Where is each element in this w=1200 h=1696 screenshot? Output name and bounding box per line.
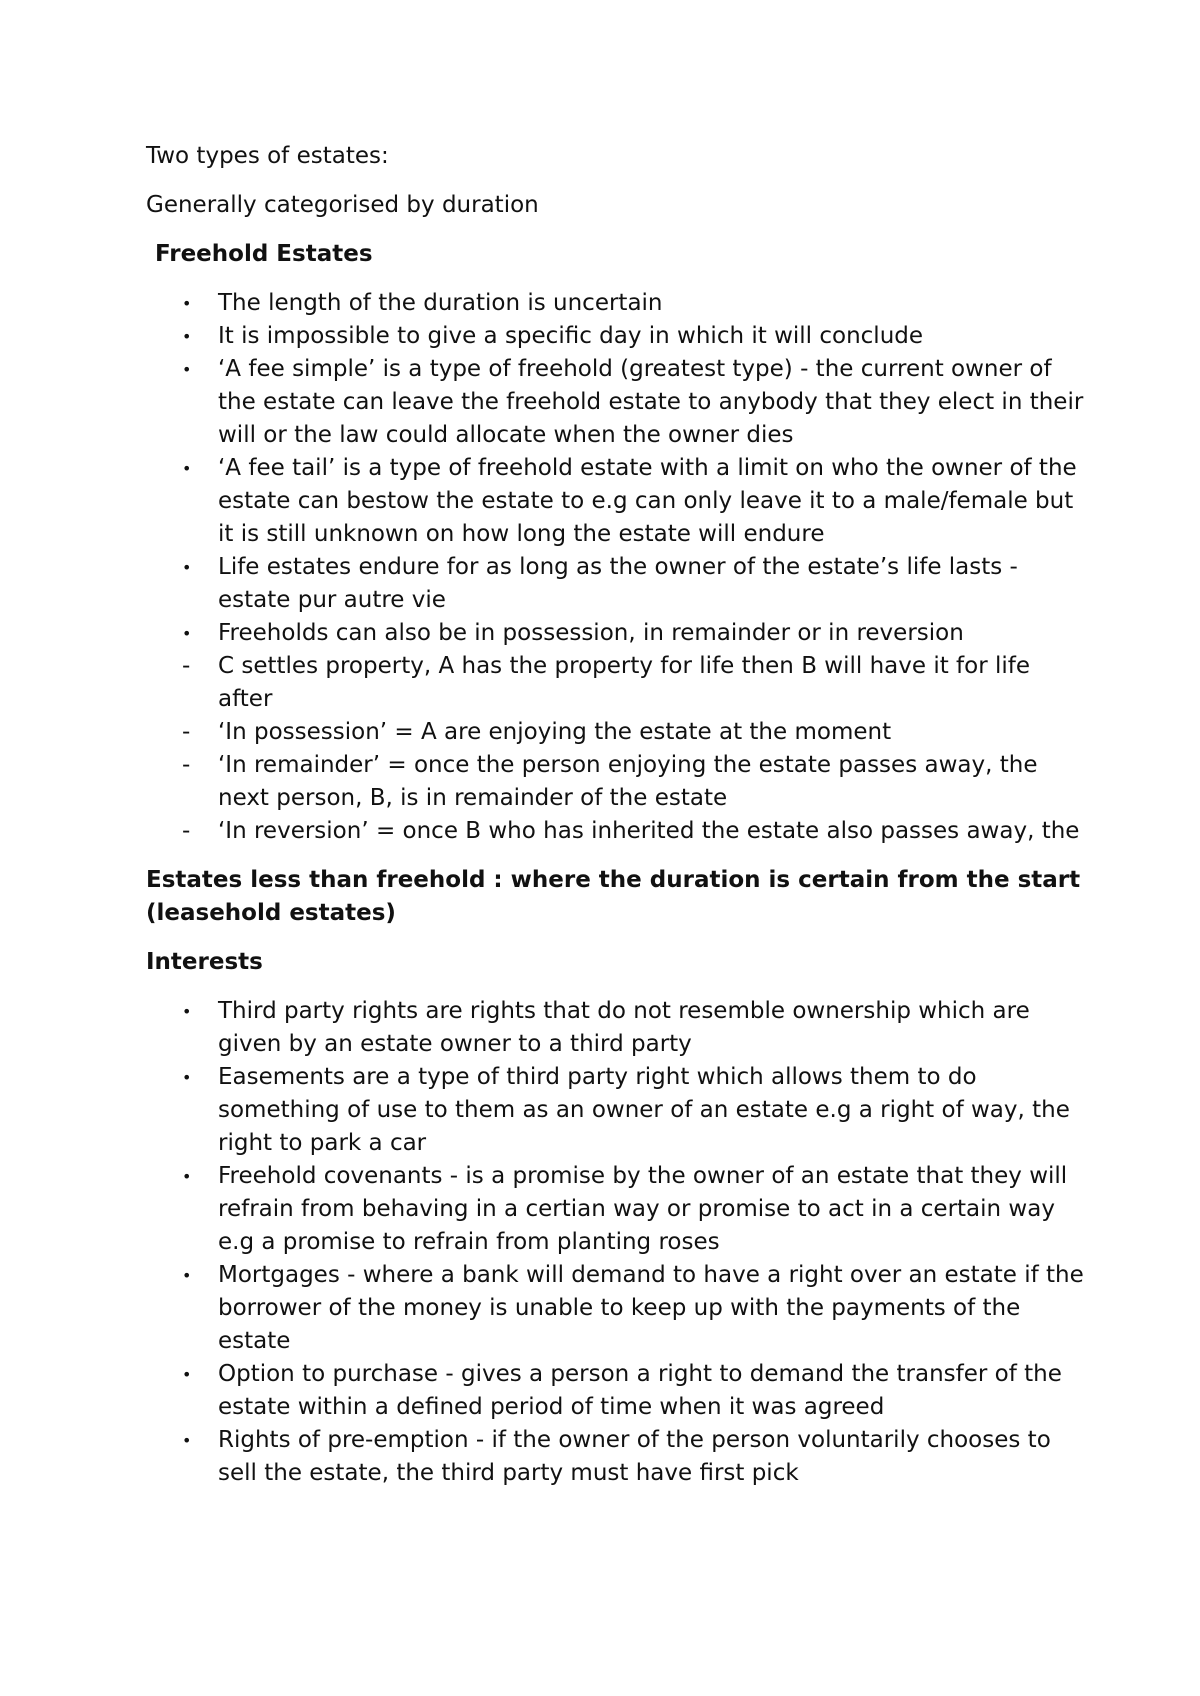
list-item-text: C settles property, A has the property for life then B will have it for life after xyxy=(218,653,1031,712)
list-item-text: ‘In possession’ = A are enjoying the estate at the moment xyxy=(218,719,892,745)
list-item xyxy=(146,551,1086,617)
list-item-text: Mortgages - where a bank will demand to have a right over an estate if the borrower of the money is unable to keep up with the payments of the estate xyxy=(218,1262,1084,1354)
list-item-text: Freeholds can also be in possession, in remainder or in reversion xyxy=(218,620,964,646)
dash-marker: - xyxy=(182,818,191,844)
list-item-text: Easements are a type of third party right which allows them to do something of use to them as an owner of an estate e.g a right of way, the right to park a car xyxy=(218,1064,1070,1156)
list-item xyxy=(146,617,1086,650)
bullet-marker: • xyxy=(182,1002,192,1021)
list-item-text: Third party rights are rights that do not resemble ownership which are given by an estate owner to a third party xyxy=(218,998,1030,1057)
list-item xyxy=(146,320,1086,353)
list-item xyxy=(146,1259,1086,1358)
dash-marker: - xyxy=(182,719,191,745)
document-page xyxy=(146,140,1086,1506)
less-than-freehold-heading: Estates less than freehold : where the duration is certain from the start (leasehold estates) xyxy=(146,867,1081,926)
list-item-text: Rights of pre-emption - if the owner of the person voluntarily chooses to sell the estate, the third party must have first pick xyxy=(218,1427,1051,1486)
list-item xyxy=(146,353,1086,452)
dash-marker: - xyxy=(182,653,191,679)
list-item-text: Life estates endure for as long as the owner of the estate’s life lasts - estate pur autre vie xyxy=(218,554,1018,613)
bullet-marker: • xyxy=(182,360,192,379)
list-item-text: ‘A fee tail’ is a type of freehold estate with a limit on who the owner of the estate can bestow the estate to e.g can only leave it to a male/female but it is still unknown on how long the estate will endure xyxy=(218,455,1077,547)
list-item xyxy=(146,995,1086,1061)
bullet-marker: • xyxy=(182,1266,192,1285)
intro-line-2: Generally categorised by duration xyxy=(146,192,539,218)
bullet-marker: • xyxy=(182,294,192,313)
list-item xyxy=(146,650,1086,716)
bullet-marker: • xyxy=(182,459,192,478)
bullet-marker: • xyxy=(182,624,192,643)
list-item xyxy=(146,749,1086,815)
list-item xyxy=(146,1358,1086,1424)
bullet-marker: • xyxy=(182,1365,192,1384)
bullet-marker: • xyxy=(182,1167,192,1186)
bullet-marker: • xyxy=(182,1068,192,1087)
bullet-marker: • xyxy=(182,327,192,346)
freehold-heading: Freehold Estates xyxy=(155,241,373,267)
list-item-text: ‘In remainder’ = once the person enjoying the estate passes away, the next person, B, is in remainder of the estate xyxy=(218,752,1038,811)
list-item xyxy=(146,287,1086,320)
interests-heading: Interests xyxy=(146,949,263,975)
list-item xyxy=(146,716,1086,749)
bullet-marker: • xyxy=(182,558,192,577)
list-item-text: ‘In reversion’ = once B who has inherited the estate also passes away, the xyxy=(218,818,1080,844)
dash-marker: - xyxy=(182,752,191,778)
list-item xyxy=(146,1424,1086,1490)
list-item-text: ‘A fee simple’ is a type of freehold (greatest type) - the current owner of the estate can leave the freehold estate to anybody that they elect in their will or the law could allocate when the owner dies xyxy=(218,356,1084,448)
list-item xyxy=(146,1061,1086,1160)
list-item xyxy=(146,452,1086,551)
list-item-text: Option to purchase - gives a person a right to demand the transfer of the estate within a defined period of time when it was agreed xyxy=(218,1361,1062,1420)
list-item-text: Freehold covenants - is a promise by the owner of an estate that they will refrain from behaving in a certian way or promise to act in a certain way e.g a promise to refrain from planting roses xyxy=(218,1163,1068,1255)
list-item xyxy=(146,815,1086,848)
list-item-text: The length of the duration is uncertain xyxy=(218,290,663,316)
bullet-marker: • xyxy=(182,1431,192,1450)
list-item-text: It is impossible to give a specific day in which it will conclude xyxy=(218,323,924,349)
list-item xyxy=(146,1160,1086,1259)
interests-list xyxy=(146,995,1086,1490)
freehold-list xyxy=(146,287,1086,848)
intro-line-1: Two types of estates: xyxy=(146,143,389,169)
